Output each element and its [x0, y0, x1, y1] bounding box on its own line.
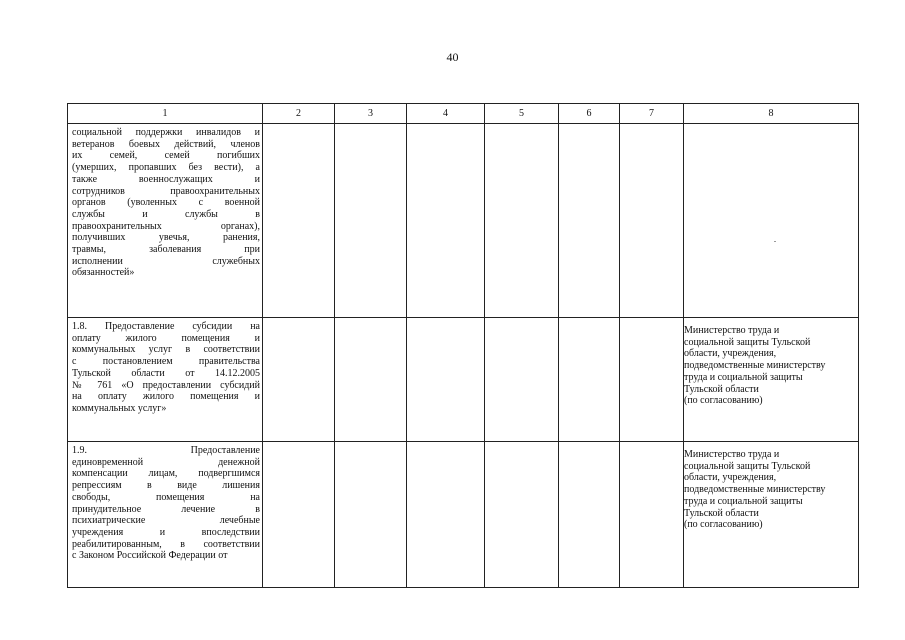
measure-cell [68, 124, 263, 318]
empty-cell [335, 124, 407, 318]
responsible-cell [684, 442, 859, 588]
text-line: принудительное лечение в [72, 503, 260, 515]
responsible-cell [684, 124, 859, 318]
text-line: единовременной денежной [72, 456, 260, 468]
text-line: также военнослужащих и [72, 173, 260, 185]
text-line: социальной защиты Тульской [684, 460, 811, 472]
text-line: труда и социальной защиты [684, 495, 803, 507]
text-line: 1.9. Предоставление [72, 445, 260, 456]
header-cell: 7 [620, 104, 684, 124]
header-cell: 6 [559, 104, 620, 124]
document-table [67, 103, 859, 588]
empty-cell [485, 124, 559, 318]
empty-cell [485, 318, 559, 442]
empty-cell [620, 318, 684, 442]
header-cell: 3 [335, 104, 407, 124]
table-row [68, 124, 859, 318]
text-line: с Законом Российской Федерации от [72, 550, 228, 562]
text-line: психиатрические лечебные [72, 515, 260, 527]
text-line: их семей, семей погибших [72, 150, 260, 162]
text-line: Министерство труда и [684, 449, 780, 460]
responsible-cell [684, 318, 859, 442]
text-line: ветеранов боевых действий, членов [72, 138, 260, 150]
text-line: компенсации лицам, подвергшимся [72, 468, 260, 480]
empty-cell [335, 318, 407, 442]
table-row [68, 442, 859, 588]
measure-cell [68, 318, 263, 442]
empty-cell [263, 442, 335, 588]
text-line: Тульской области [684, 383, 759, 395]
empty-cell [263, 124, 335, 318]
header-cell: 4 [407, 104, 485, 124]
text-line: органов (уволенных с военной [72, 197, 260, 209]
empty-cell [335, 442, 407, 588]
empty-cell [407, 442, 485, 588]
text-line: области, учреждения, [684, 472, 777, 484]
text-line: подведомственные министерству [684, 484, 826, 496]
empty-cell [559, 124, 620, 318]
text-line: № 761 «О предоставлении субсидий [72, 379, 260, 391]
text-line: получивших увечья, ранения, [72, 232, 260, 244]
text-line: на оплату жилого помещения и [72, 391, 260, 403]
text-line: 1.8. Предоставление субсидии на [72, 321, 260, 332]
text-line: социальной защиты Тульской [684, 336, 811, 348]
scan-speck [774, 241, 776, 242]
text-line: коммунальных услуг в соответствии [72, 344, 260, 356]
text-line: правоохранительных органах), [72, 220, 260, 232]
header-cell: 1 [68, 104, 263, 124]
table-row [68, 318, 859, 442]
empty-cell [407, 124, 485, 318]
text-line: репрессиям в виде лишения [72, 480, 260, 492]
text-line: оплату жилого помещения и [72, 332, 260, 344]
text-line: (умерших, пропавших без вести), а [72, 162, 260, 174]
empty-cell [559, 318, 620, 442]
header-cell: 5 [485, 104, 559, 124]
text-line: реабилитированным, в соответствии [72, 538, 260, 550]
text-line: подведомственные министерству [684, 360, 826, 372]
text-line: Тульской области [684, 507, 759, 519]
text-line: Тульской области от 14.12.2005 [72, 367, 260, 379]
text-line: с постановлением правительства [72, 356, 260, 368]
header-cell: 2 [263, 104, 335, 124]
text-line: учреждения и впоследствии [72, 526, 260, 538]
text-line: (по согласованию) [684, 395, 763, 407]
empty-cell [485, 442, 559, 588]
text-line: свободы, помещения на [72, 491, 260, 503]
text-line: (по согласованию) [684, 519, 763, 531]
empty-cell [559, 442, 620, 588]
text-line: коммунальных услуг» [72, 402, 167, 414]
text-line: исполнении служебных [72, 255, 260, 267]
text-line: области, учреждения, [684, 348, 777, 360]
text-line: социальной поддержки инвалидов и [72, 127, 260, 138]
text-line: сотрудников правоохранительных [72, 185, 260, 197]
measure-cell [68, 442, 263, 588]
text-line: Министерство труда и [684, 325, 780, 336]
text-line: службы и службы в [72, 208, 260, 220]
text-line: травмы, заболевания при [72, 244, 260, 256]
empty-cell [620, 442, 684, 588]
empty-cell [407, 318, 485, 442]
empty-cell [263, 318, 335, 442]
table-header-row [68, 104, 859, 124]
header-cell: 8 [684, 104, 859, 124]
text-line: труда и социальной защиты [684, 371, 803, 383]
page-number: 40 [446, 50, 459, 64]
empty-cell [620, 124, 684, 318]
text-line: обязанностей» [72, 267, 135, 279]
